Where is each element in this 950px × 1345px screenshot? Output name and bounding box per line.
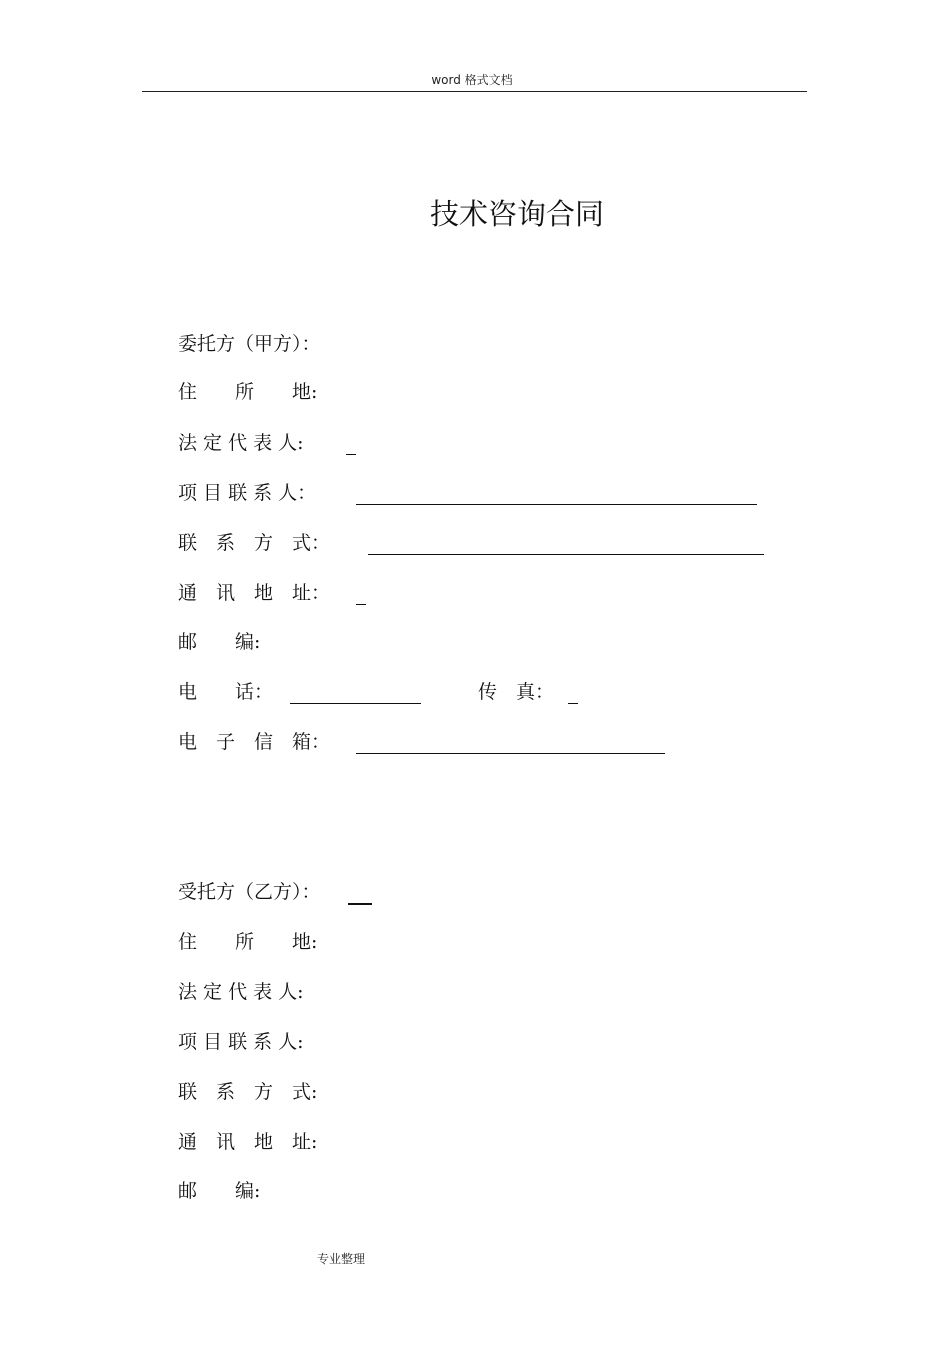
party-a-heading-row [178,332,321,356]
party-a-project-contact-label: 项 目 联 系 人： [178,482,317,504]
party-a-project-contact-blank[interactable] [356,484,757,505]
party-b-contact-method-row [178,1080,317,1104]
party-b-heading: 受托方（乙方）： [178,881,321,903]
party-b-legal-rep-row [178,980,304,1004]
header-text: word 格式文档 [431,73,513,87]
party-a-mailing-address-row [178,581,330,605]
party-b-mailing-address-row [178,1130,317,1154]
header-rule [142,91,807,92]
party-b-postcode-row [178,1179,260,1203]
party-a-address-row [178,380,317,404]
party-a-legal-rep-label: 法 定 代 表 人: [178,432,304,454]
party-a-fax-label: 传 真： [478,681,555,703]
party-a-project-contact-row [178,481,316,505]
party-a-postcode-row [178,630,260,654]
party-a-legal-rep-row [178,431,304,455]
party-b-contact-method-label: 联 系 方 式: [178,1081,318,1103]
party-a-email-label: 电 子 信 箱： [178,731,331,753]
party-a-mailing-address-blank[interactable] [356,584,366,605]
party-a-postcode-label: 邮 编: [178,631,261,653]
document-title: 技术咨询合同 [429,197,604,231]
page-footer: 专业整理 [317,1252,366,1266]
party-a-fax-blank[interactable] [568,683,578,704]
party-a-contact-method-label: 联 系 方 式： [178,532,331,554]
party-a-email-row [178,730,330,754]
party-b-project-contact-label: 项 目 联 系 人: [178,1031,304,1053]
party-a-phone-blank[interactable] [290,683,421,704]
party-b-heading-row [178,880,321,904]
party-a-contact-method-row [178,531,330,555]
party-a-phone-fax-row [178,680,555,704]
party-a-contact-method-blank[interactable] [368,534,764,555]
party-b-address-label: 住 所 地: [178,931,318,953]
party-a-email-blank[interactable] [356,733,665,754]
party-a-address-label: 住 所 地: [178,381,318,403]
party-b-postcode-label: 邮 编: [178,1180,261,1202]
party-a-phone-label: 电 话： [178,681,274,703]
party-a-mailing-address-label: 通 讯 地 址： [178,582,331,604]
party-b-address-row [178,930,317,954]
party-b-project-contact-row [178,1030,304,1054]
party-b-mailing-address-label: 通 讯 地 址: [178,1131,318,1153]
party-a-legal-rep-blank[interactable] [346,434,356,455]
party-b-legal-rep-label: 法 定 代 表 人: [178,981,304,1003]
party-b-heading-blank[interactable] [348,883,372,905]
party-a-heading: 委托方（甲方）： [178,333,321,355]
